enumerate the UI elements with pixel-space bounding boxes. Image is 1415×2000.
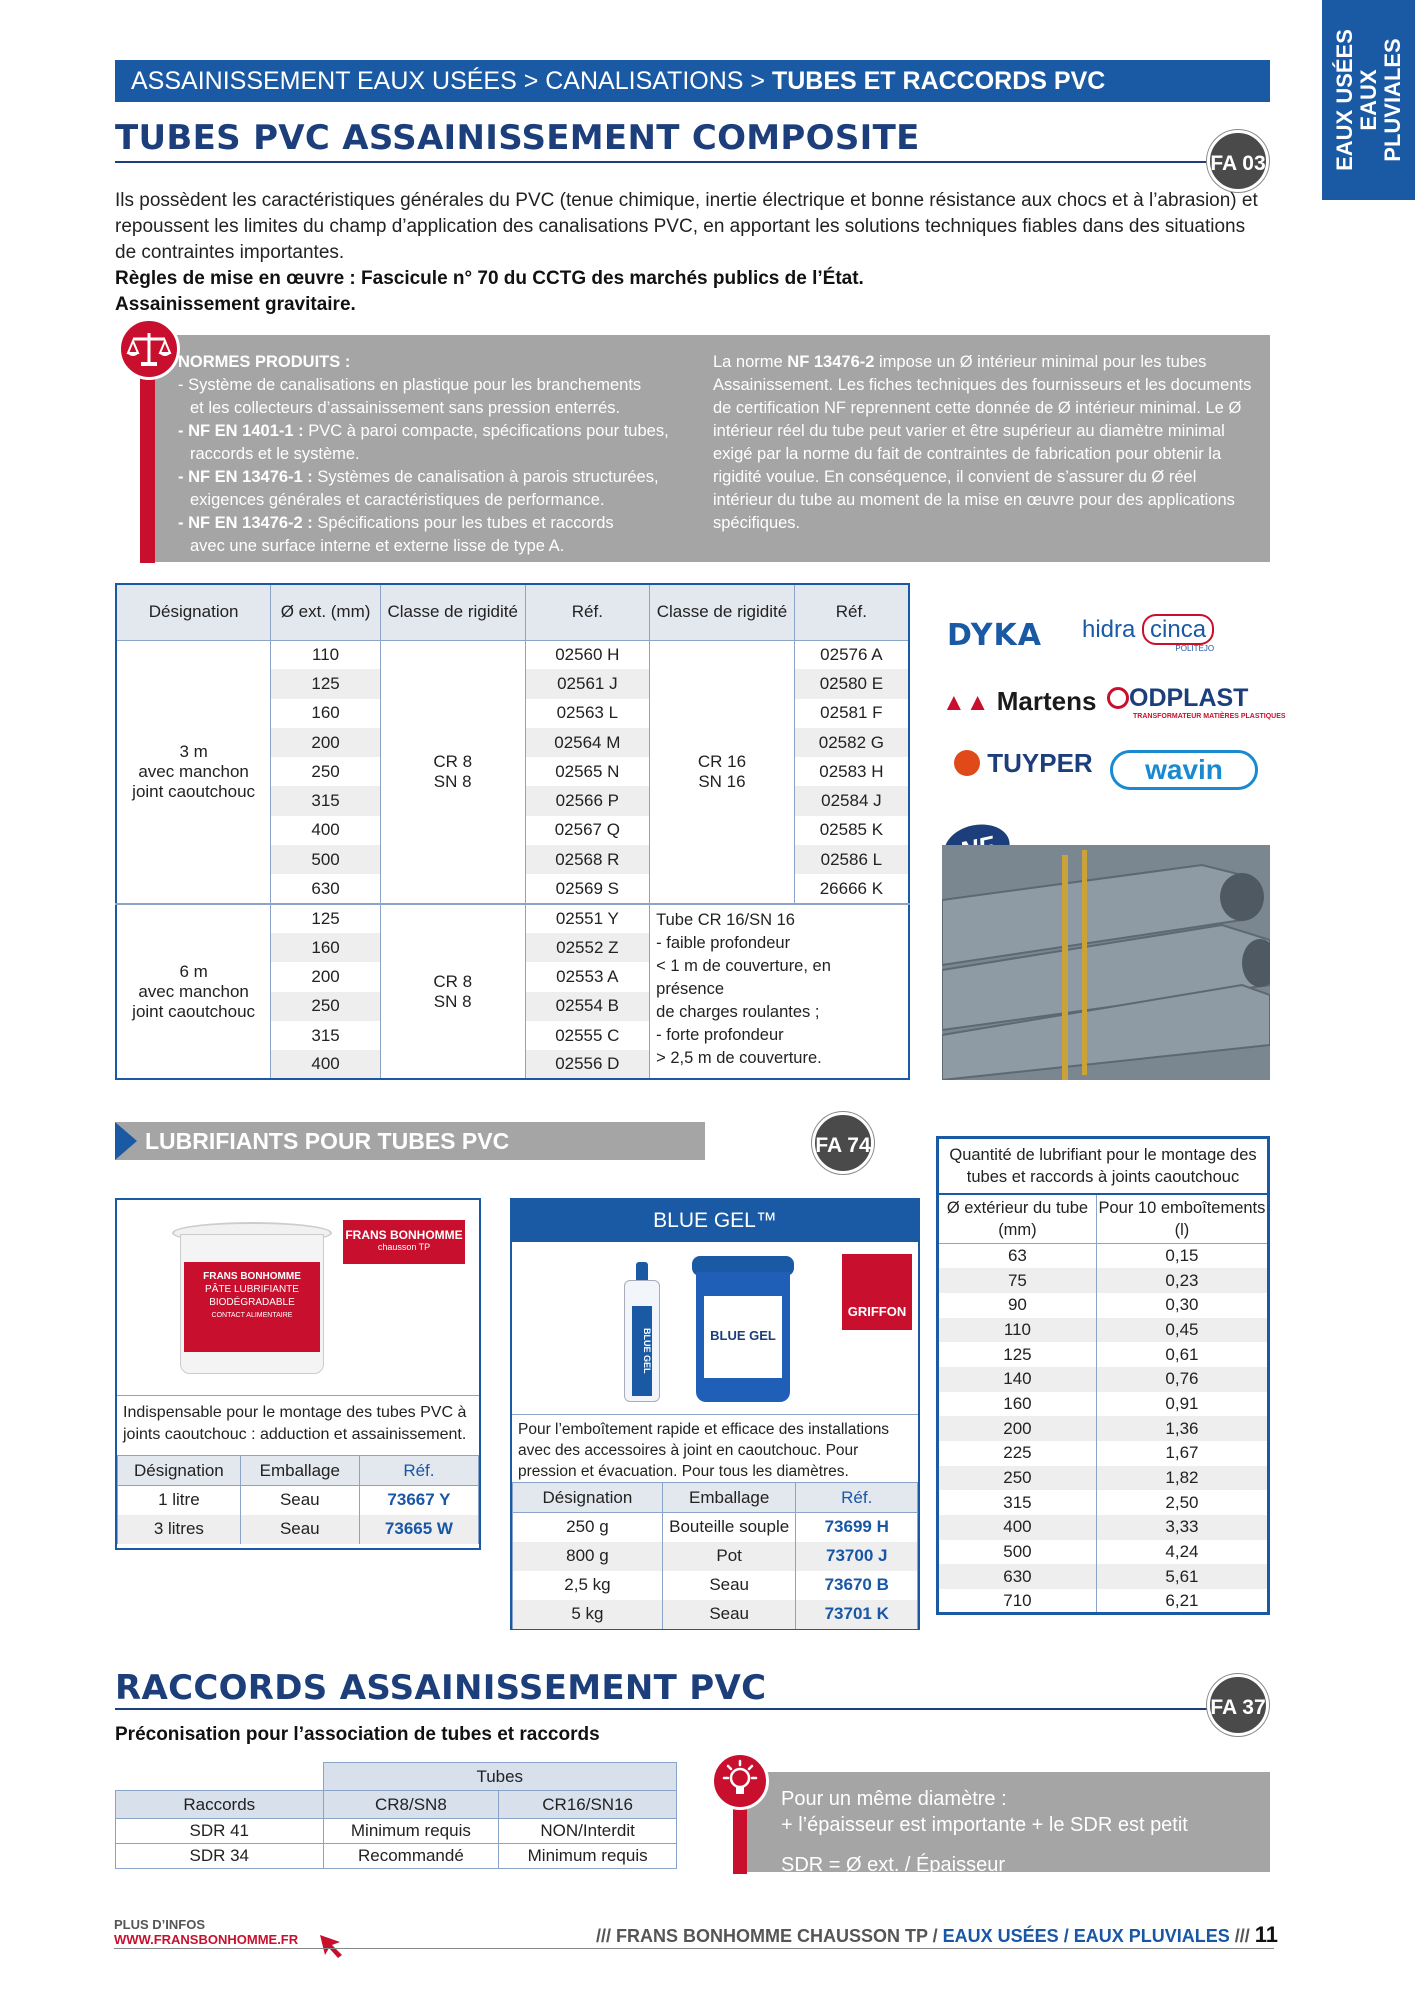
table-cell: 0,91 [1096,1392,1268,1417]
reference-cell: 02552 Z [525,933,650,962]
normes-line: et les collecteurs d’assainissement sans pression enterrés. [190,399,621,417]
footer-plus-label: PLUS D’INFOS [114,1917,206,1932]
rigidity-class-cell [380,640,525,904]
table-cell: 73665 W [359,1515,478,1544]
col-header: Raccords [116,1791,324,1819]
bucket-label-text: CONTACT ALIMENTAIRE [211,1312,293,1319]
reference-cell: 02567 Q [525,816,650,845]
bluegel-title: BLUE GEL™ [512,1200,918,1242]
normes-code: - NF EN 13476-1 : [178,468,313,486]
normes-line: avec une surface interne et externe lisse de type A. [190,537,565,555]
table-row [116,1819,677,1844]
bucket-label-text: PÂTE LUBRIFIANTE [205,1284,299,1295]
col-header: CR16/SN16 [499,1791,677,1819]
balance-scale-icon [118,318,180,380]
bucket-label-text: BIODÉGRADABLE [209,1297,295,1308]
reference-cell: 02553 A [525,962,650,991]
diameter-cell: 630 [271,874,381,903]
table-cell: 0,45 [1096,1318,1268,1343]
table-cell: Minimum requis [499,1844,677,1869]
diameter-cell: 200 [271,728,381,757]
table-title: Quantité de lubrifiant pour le montage des tubes et raccords à joints caoutchouc [938,1138,1269,1194]
table-row [938,1318,1269,1343]
table-row [938,1466,1269,1491]
table-cell: 1,82 [1096,1466,1268,1491]
table-cell: 2,5 kg [513,1571,663,1600]
table-cell: 73670 B [796,1571,918,1600]
footer-company: FRANS BONHOMME CHAUSSON TP / [615,1926,943,1946]
table-cell: 140 [938,1367,1097,1392]
table-cell: 0,61 [1096,1342,1268,1367]
odplast-text: ODPLAST [1129,684,1249,712]
table-row [938,1244,1269,1269]
note-line: > 2,5 m de couverture. [656,1048,822,1067]
diameter-cell: 315 [271,1021,381,1050]
diameter-cell: 250 [271,992,381,1021]
griffon-logo: GRIFFON [842,1254,912,1330]
designation-cell [116,640,271,904]
lubrifiants-section-title: LUBRIFIANTS POUR TUBES PVC ASSAINISSEMENT [115,1122,705,1160]
designation-line: 3 m [179,741,208,761]
table-cell: 800 g [513,1542,663,1571]
side-category-tab [1322,0,1415,200]
normes-heading: NORMES PRODUITS : [178,353,351,371]
section-title-raccords: RACCORDS ASSAINISSEMENT PVC [115,1668,767,1708]
product-description: Pour l’emboîtement rapide et efficace des installations avec des accessoires à joint en caoutchouc. Pour pression et évacuation. Pour tous les diamètres. [512,1414,918,1482]
table-cell: Bouteille souple [662,1513,796,1542]
fa-badge-03: FA 03 [1207,130,1269,192]
intro-rule: Règles de mise en œuvre : Fascicule n° 70 du CCTG des marchés publics de l’État. [115,268,864,289]
col-header: Pour 10 emboîtements (l) [1096,1194,1268,1244]
table-cell: 630 [938,1564,1097,1589]
tubes-table [115,583,910,1080]
col-header: CR8/SN8 [323,1791,499,1819]
section-title-tubes: TUBES PVC ASSAINISSEMENT COMPOSITE [115,118,920,158]
reference-cell: 02586 L [794,845,909,874]
rigidity-line: CR 8 [433,971,473,991]
product-image-area [117,1200,479,1395]
designation-line: avec manchon [138,761,249,781]
brand-wavin-logo: wavin [1110,750,1258,790]
table-header-row [513,1483,918,1513]
reference-cell: 02563 L [525,699,650,728]
tube-note-cell [650,904,909,1080]
table-row [938,1564,1269,1589]
brand-sub: POLITEJO [1175,644,1215,653]
table-row [513,1600,918,1629]
col-header: Emballage [240,1456,359,1486]
tubes-header: Tubes [323,1763,676,1791]
section-title-underline [115,161,1215,163]
bluegel-bottle-image [624,1262,660,1402]
rigidity-line: SN 16 [698,771,746,791]
designation-line: joint caoutchouc [132,781,256,801]
brand-martens-logo: ▲▲ Martens [942,686,1097,716]
col-header: Réf. [525,584,650,640]
reference-cell: 02581 F [794,699,909,728]
table-cell: 500 [938,1540,1097,1565]
reference-cell: 02568 R [525,845,650,874]
footer-slashes: /// [595,1926,616,1946]
cinca-text: cinca [1142,614,1214,645]
reference-cell: 02566 P [525,786,650,815]
table-cell: 400 [938,1515,1097,1540]
normes-panel [140,335,1270,562]
diameter-cell: 400 [271,816,381,845]
page-number: 11 [1254,1922,1278,1947]
reference-cell: 02582 G [794,728,909,757]
table-cell: 5 kg [513,1600,663,1629]
col-header: Désignation [116,584,271,640]
note-line: - forte profondeur [656,1025,784,1044]
bluegel-pot-image [692,1256,794,1406]
table-row [938,1367,1269,1392]
table-cell: 110 [938,1318,1097,1343]
lubricant-fb-table [117,1455,479,1544]
table-row [116,1844,677,1869]
brand-hidra-logo [1082,616,1214,653]
table-cell: 125 [938,1342,1097,1367]
product-image-area [512,1242,918,1414]
diameter-cell: 500 [271,845,381,874]
designation-line: 6 m [179,961,208,981]
table-row [938,1540,1269,1565]
breadcrumb [115,60,1270,102]
col-header: Réf. [359,1456,478,1486]
tip-line: + l’épaisseur est importante + le SDR est petit [781,1814,1188,1836]
brand-odplast-logo [1107,684,1286,720]
note-line: Tube CR 16/SN 16 [656,910,795,929]
sdr-tip-panel [733,1772,1270,1876]
normes-line: raccords et le système. [190,445,360,463]
table-cell: 0,30 [1096,1293,1268,1318]
table-cell: NON/Interdit [499,1819,677,1844]
table-cell: 3,33 [1096,1515,1268,1540]
reference-cell: 02583 H [794,757,909,786]
table-cell: 1 litre [118,1486,241,1515]
table-row [938,1441,1269,1466]
table-row [118,1515,479,1544]
normes-right-body: impose un Ø intérieur minimal pour les tubes Assainissement. Les fiches techniques des fournisseurs et les documents de certification NF reprennent cette donnée de Ø intérieur minimal. Le Ø intérieur réel du tube peut varier et être supérieur au diamètre minimal exigé par la norme du fait de contraintes de fabrication pour obtenir la rigidité voulue. En conséquence, il convient de s’assurer du Ø réel intérieur du tube au moment de la mise en œuvre pour des applications spécifiques. [713,353,1252,532]
table-cell: 0,76 [1096,1367,1268,1392]
rigidity-line: CR 16 [697,751,747,771]
table-cell: 6,21 [1096,1589,1268,1614]
table-row [938,1293,1269,1318]
table-row [938,1342,1269,1367]
table-header-row [938,1194,1269,1244]
martens-text: Martens [996,686,1097,716]
intro-text [115,188,1265,318]
table-cell: 0,23 [1096,1268,1268,1293]
rigidity-line: CR 8 [433,751,473,771]
normes-right-pre: La norme [713,353,788,371]
brand-dyka-logo: DYKA [947,618,1042,653]
table-cell: 1,67 [1096,1441,1268,1466]
table-cell: Recommandé [323,1844,499,1869]
footer-more-info [114,1917,298,1947]
table-header-row [118,1456,479,1486]
hidra-text: hidra [1082,616,1136,643]
table-cell: 4,24 [1096,1540,1268,1565]
lightbulb-icon [711,1752,769,1810]
normes-line: Systèmes de canalisation à parois structurées, [312,468,659,486]
breadcrumb-path: ASSAINISSEMENT EAUX USÉES > CANALISATIONS > [131,67,772,95]
brand-logos [942,600,1286,860]
normes-line: Spécifications pour les tubes et raccords [312,514,614,532]
footer-slashes: /// [1229,1926,1255,1946]
reference-cell: 02584 J [794,786,909,815]
table-cell: Seau [240,1515,359,1544]
reference-cell: 02560 H [525,640,650,669]
table-cell: 3 litres [118,1515,241,1544]
note-line: de charges roulantes ; [656,1002,820,1021]
reference-cell: 02555 C [525,1021,650,1050]
table-row [938,1416,1269,1441]
diameter-cell: 315 [271,786,381,815]
product-description: Indispensable pour le montage des tubes PVC à joints caoutchouc : adduction et assainissement. [117,1395,479,1455]
diameter-cell: 250 [271,757,381,786]
col-header: Classe de rigidité [650,584,795,640]
table-cell: 0,15 [1096,1244,1268,1269]
table-row [938,1589,1269,1614]
col-header: Désignation [118,1456,241,1486]
note-line: < 1 m de couverture, en présence [656,956,831,998]
footer-category: EAUX USÉES / EAUX PLUVIALES [942,1926,1230,1946]
reference-cell: 02580 E [794,669,909,698]
col-header: Réf. [794,584,909,640]
reference-cell: 02569 S [525,874,650,903]
normes-right-text [713,351,1258,535]
reference-cell: 26666 K [794,874,909,903]
reference-cell: 02565 N [525,757,650,786]
table-row [118,1486,479,1515]
table-row [513,1542,918,1571]
bottle-label-text: BLUE GEL [632,1306,652,1396]
table-cell: 73699 H [796,1513,918,1542]
table-row [938,1515,1269,1540]
table-row [116,640,909,669]
lubricant-quantity-table [936,1136,1270,1615]
table-cell: Minimum requis [323,1819,499,1844]
diameter-cell: 160 [271,933,381,962]
normes-line: - Système de canalisations en plastique pour les branchements [178,376,642,394]
table-cell: 73667 Y [359,1486,478,1515]
table-cell: SDR 34 [116,1844,324,1869]
table-row [938,1268,1269,1293]
table-cell: Pot [662,1542,796,1571]
col-header: Réf. [796,1483,918,1513]
normes-left-text [178,351,698,558]
brand-tuyper-logo [954,748,1093,779]
table-cell: 73701 K [796,1600,918,1629]
normes-line: exigences générales et caractéristiques de performance. [190,491,605,509]
raccords-table [115,1762,677,1869]
table-cell: 160 [938,1392,1097,1417]
diameter-cell: 160 [271,699,381,728]
table-header-row [116,584,909,640]
reference-cell: 02576 A [794,640,909,669]
designation-line: avec manchon [138,981,249,1001]
table-cell: 200 [938,1416,1097,1441]
col-header: Classe de rigidité [380,584,525,640]
table-cell: 250 [938,1466,1097,1491]
table-header-row [116,1791,677,1819]
table-row [938,1392,1269,1417]
normes-right-code: NF 13476-2 [787,353,875,371]
reference-cell: 02564 M [525,728,650,757]
table-cell: 250 g [513,1513,663,1542]
table-cell: 710 [938,1589,1097,1614]
table-cell: 2,50 [1096,1490,1268,1515]
diameter-cell: 110 [271,640,381,669]
normes-code: - NF EN 1401-1 : [178,422,304,440]
col-header: Emballage [662,1483,796,1513]
designation-cell [116,904,271,1080]
rigidity-class-cell [650,640,795,904]
normes-line: PVC à paroi compacte, spécifications pour tubes, [303,422,669,440]
table-cell: Seau [240,1486,359,1515]
brand-sub: TRANSFORMATEUR MATIÈRES PLASTIQUES [1133,713,1286,720]
table-cell: 90 [938,1293,1097,1318]
col-header: Ø extérieur du tube (mm) [938,1194,1097,1244]
frans-bonhomme-logo [343,1220,465,1264]
logo-text: FRANS BONHOMME [345,1228,463,1242]
rigidity-line: SN 8 [433,771,472,791]
table-cell: 225 [938,1441,1097,1466]
lubricant-card-bluegel [510,1198,920,1630]
tip-line: Pour un même diamètre : [781,1788,1007,1810]
table-cell: 315 [938,1490,1097,1515]
table-cell: Seau [662,1600,796,1629]
table-cell: 73700 J [796,1542,918,1571]
side-tab-line1: EAUX USÉES [1331,29,1357,171]
reference-cell: 02585 K [794,816,909,845]
section-title-underline [115,1708,1215,1710]
table-cell: SDR 41 [116,1819,324,1844]
diameter-cell: 400 [271,1050,381,1079]
table-cell: 1,36 [1096,1416,1268,1441]
note-line: - faible profondeur [656,933,791,952]
footer-divider [114,1948,1274,1949]
table-row [938,1490,1269,1515]
fa-badge-37: FA 37 [1207,1674,1269,1736]
table-cell: 63 [938,1244,1097,1269]
diameter-cell: 125 [271,904,381,933]
rigidity-line: SN 8 [433,991,472,1011]
table-row [513,1571,918,1600]
diameter-cell: 200 [271,962,381,991]
intro-gravity: Assainissement gravitaire. [115,294,356,315]
section-arrow-icon [115,1122,137,1160]
reference-cell: 02551 Y [525,904,650,933]
bucket-brand-text: FRANS BONHOMME [203,1271,301,1282]
table-cell: Seau [662,1571,796,1600]
footer-catalog-line [560,1922,1278,1948]
col-header: Désignation [513,1483,663,1513]
pot-label-text: BLUE GEL [704,1296,782,1378]
reference-cell: 02561 J [525,669,650,698]
reference-cell: 02554 B [525,992,650,1021]
diameter-cell: 125 [271,669,381,698]
raccords-subtitle: Préconisation pour l’association de tubes et raccords [115,1724,600,1745]
fa-badge-74: FA 74 [812,1112,874,1174]
logo-sub-text: chausson TP [377,1242,431,1252]
breadcrumb-current: TUBES ET RACCORDS PVC [771,67,1106,95]
intro-paragraph: Ils possèdent les caractéristiques générales du PVC (tenue chimique, inertie électrique et bonne résistance aux chocs et à l’abrasion) et repoussent les limites du champ d’application des canalisations PVC, en apportant les solutions techniques fiables dans des situations de contraintes importantes. [115,190,1258,263]
table-row [513,1513,918,1542]
pvc-pipes-photo [942,845,1270,1080]
table-cell: 5,61 [1096,1564,1268,1589]
rigidity-class-cell [380,904,525,1080]
table-cell: 75 [938,1268,1097,1293]
lubricant-card-fransbonhomme [115,1198,481,1550]
designation-line: joint caoutchouc [132,1001,256,1021]
side-tab-line2: EAUX PLUVIALES [1355,38,1405,162]
lubricant-bluegel-table [512,1482,918,1629]
tuyper-text: TUYPER [987,748,1093,778]
normes-code: - NF EN 13476-2 : [178,514,313,532]
footer-website-link[interactable]: WWW.FRANSBONHOMME.FR [114,1932,299,1947]
lubricant-bucket-image [172,1222,332,1382]
table-row [116,904,909,933]
tip-line: SDR = Ø ext. / Épaisseur [781,1854,1005,1876]
col-header: Ø ext. (mm) [271,584,381,640]
reference-cell: 02556 D [525,1050,650,1079]
